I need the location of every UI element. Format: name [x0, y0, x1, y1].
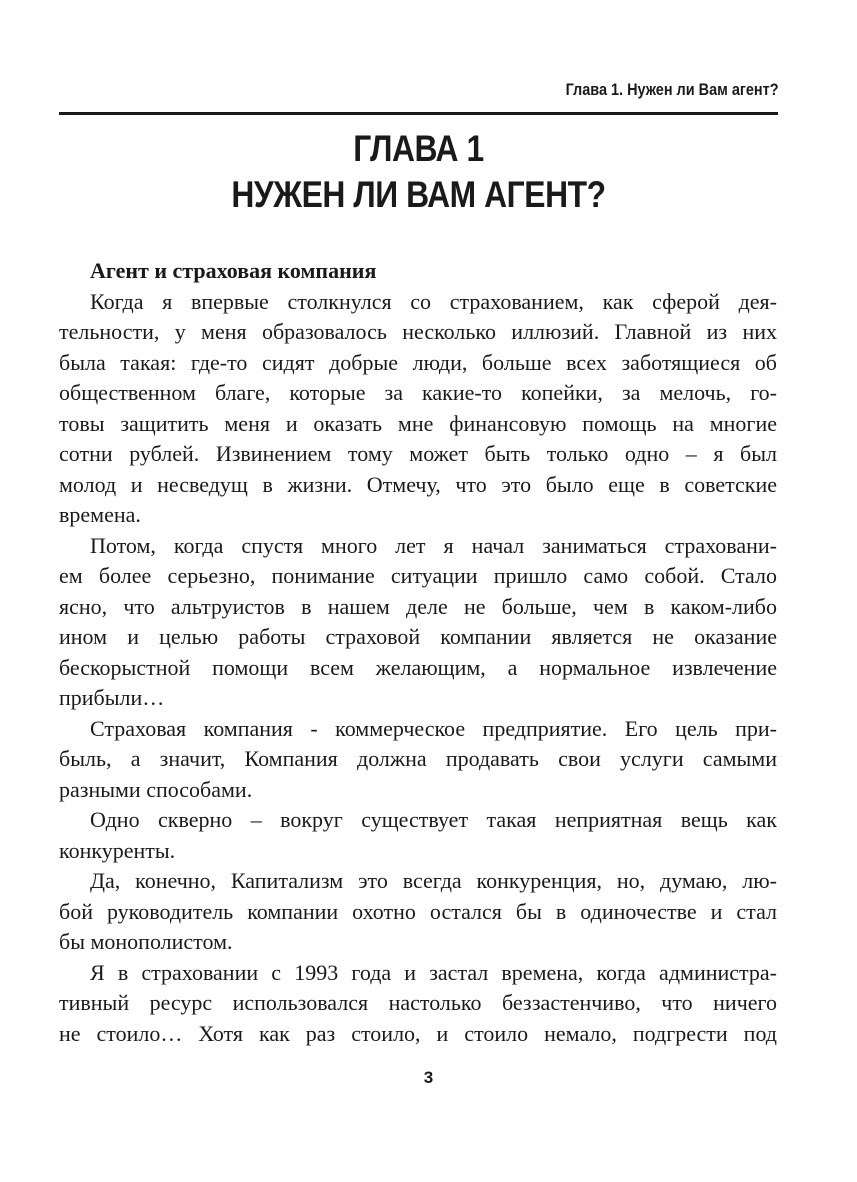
paragraph-line: разными способами.	[59, 776, 253, 802]
running-header: Глава 1. Нужен ли Вам агент?	[566, 80, 779, 99]
paragraphs	[59, 287, 777, 1050]
paragraph-line: прибыли…	[59, 685, 165, 710]
paragraph-line: быль, а значит, Компания должна продавать свои услуги самыми	[59, 746, 777, 771]
paragraph-line: сотни рублей. Извинением тому может быть только одно – я был	[59, 441, 777, 466]
paragraph-line: конкуренты.	[59, 837, 176, 863]
paragraph-line: Одно скверно – вокруг существует такая неприятная вещь как	[90, 807, 777, 832]
paragraph-line: Страховая компания - коммерческое предприятие. Его цель при-	[90, 715, 777, 741]
paragraph-line: ем более серьезно, понимание ситуации пришло само собой. Стало	[59, 563, 777, 588]
paragraph-line: тельности, у меня образовалось несколько иллюзий. Главной из них	[59, 319, 777, 344]
paragraph-line: не стоило… Хотя как раз стоило, и стоило немало, подгрести под	[59, 1020, 777, 1046]
header-rule	[59, 112, 778, 115]
paragraph-line: ясно, что альтруистов в нашем деле не больше, чем в каком-либо	[59, 593, 777, 619]
section-heading: Агент и страховая компания	[90, 258, 377, 283]
chapter-title	[59, 126, 778, 218]
paragraph	[59, 958, 777, 1050]
paragraph-line: времена.	[59, 502, 141, 527]
paragraph-line: бы монополистом.	[59, 929, 233, 954]
page-number: 3	[423, 1068, 434, 1087]
paragraph	[59, 531, 777, 714]
paragraph	[59, 866, 777, 958]
paragraph	[59, 287, 777, 531]
body-text	[59, 256, 777, 1049]
paragraph-line: тивный ресурс использовался настолько беззастенчиво, что ничего	[59, 990, 777, 1015]
paragraph-line: молод и несведущ в жизни. Отмечу, что это было еще в советские	[59, 471, 777, 497]
paragraph-line: Потом, когда спустя много лет я начал заниматься страховани-	[90, 532, 777, 558]
paragraph-line: общественном благе, которые за какие-то копейки, за мелочь, го-	[59, 380, 777, 405]
paragraph-line: Я в страховании с 1993 года и застал времена, когда администра-	[90, 959, 777, 985]
paragraph	[59, 714, 777, 806]
paragraph-line: ином и целью работы страховой компании является не оказание	[59, 624, 777, 649]
paragraph	[59, 805, 777, 866]
paragraph-line: Да, конечно, Капитализм это всегда конкуренция, но, думаю, лю-	[90, 868, 777, 893]
chapter-title-line-2: НУЖЕН ЛИ ВАМ АГЕНТ?	[231, 174, 606, 215]
paragraph-line: бой руководитель компании охотно остался бы в одиночестве и стал	[59, 898, 777, 924]
paragraph-line: Когда я впервые столкнулся со страхованием, как сферой дея-	[90, 288, 777, 314]
paragraph-line: товы защитить меня и оказать мне финансовую помощь на многие	[59, 410, 777, 436]
chapter-title-line-1: ГЛАВА 1	[353, 128, 484, 169]
paragraph-line: бескорыстной помощи всем желающим, а нормальное извлечение	[59, 654, 777, 680]
paragraph-line: была такая: где-то сидят добрые люди, больше всех заботящиеся об	[59, 349, 777, 375]
